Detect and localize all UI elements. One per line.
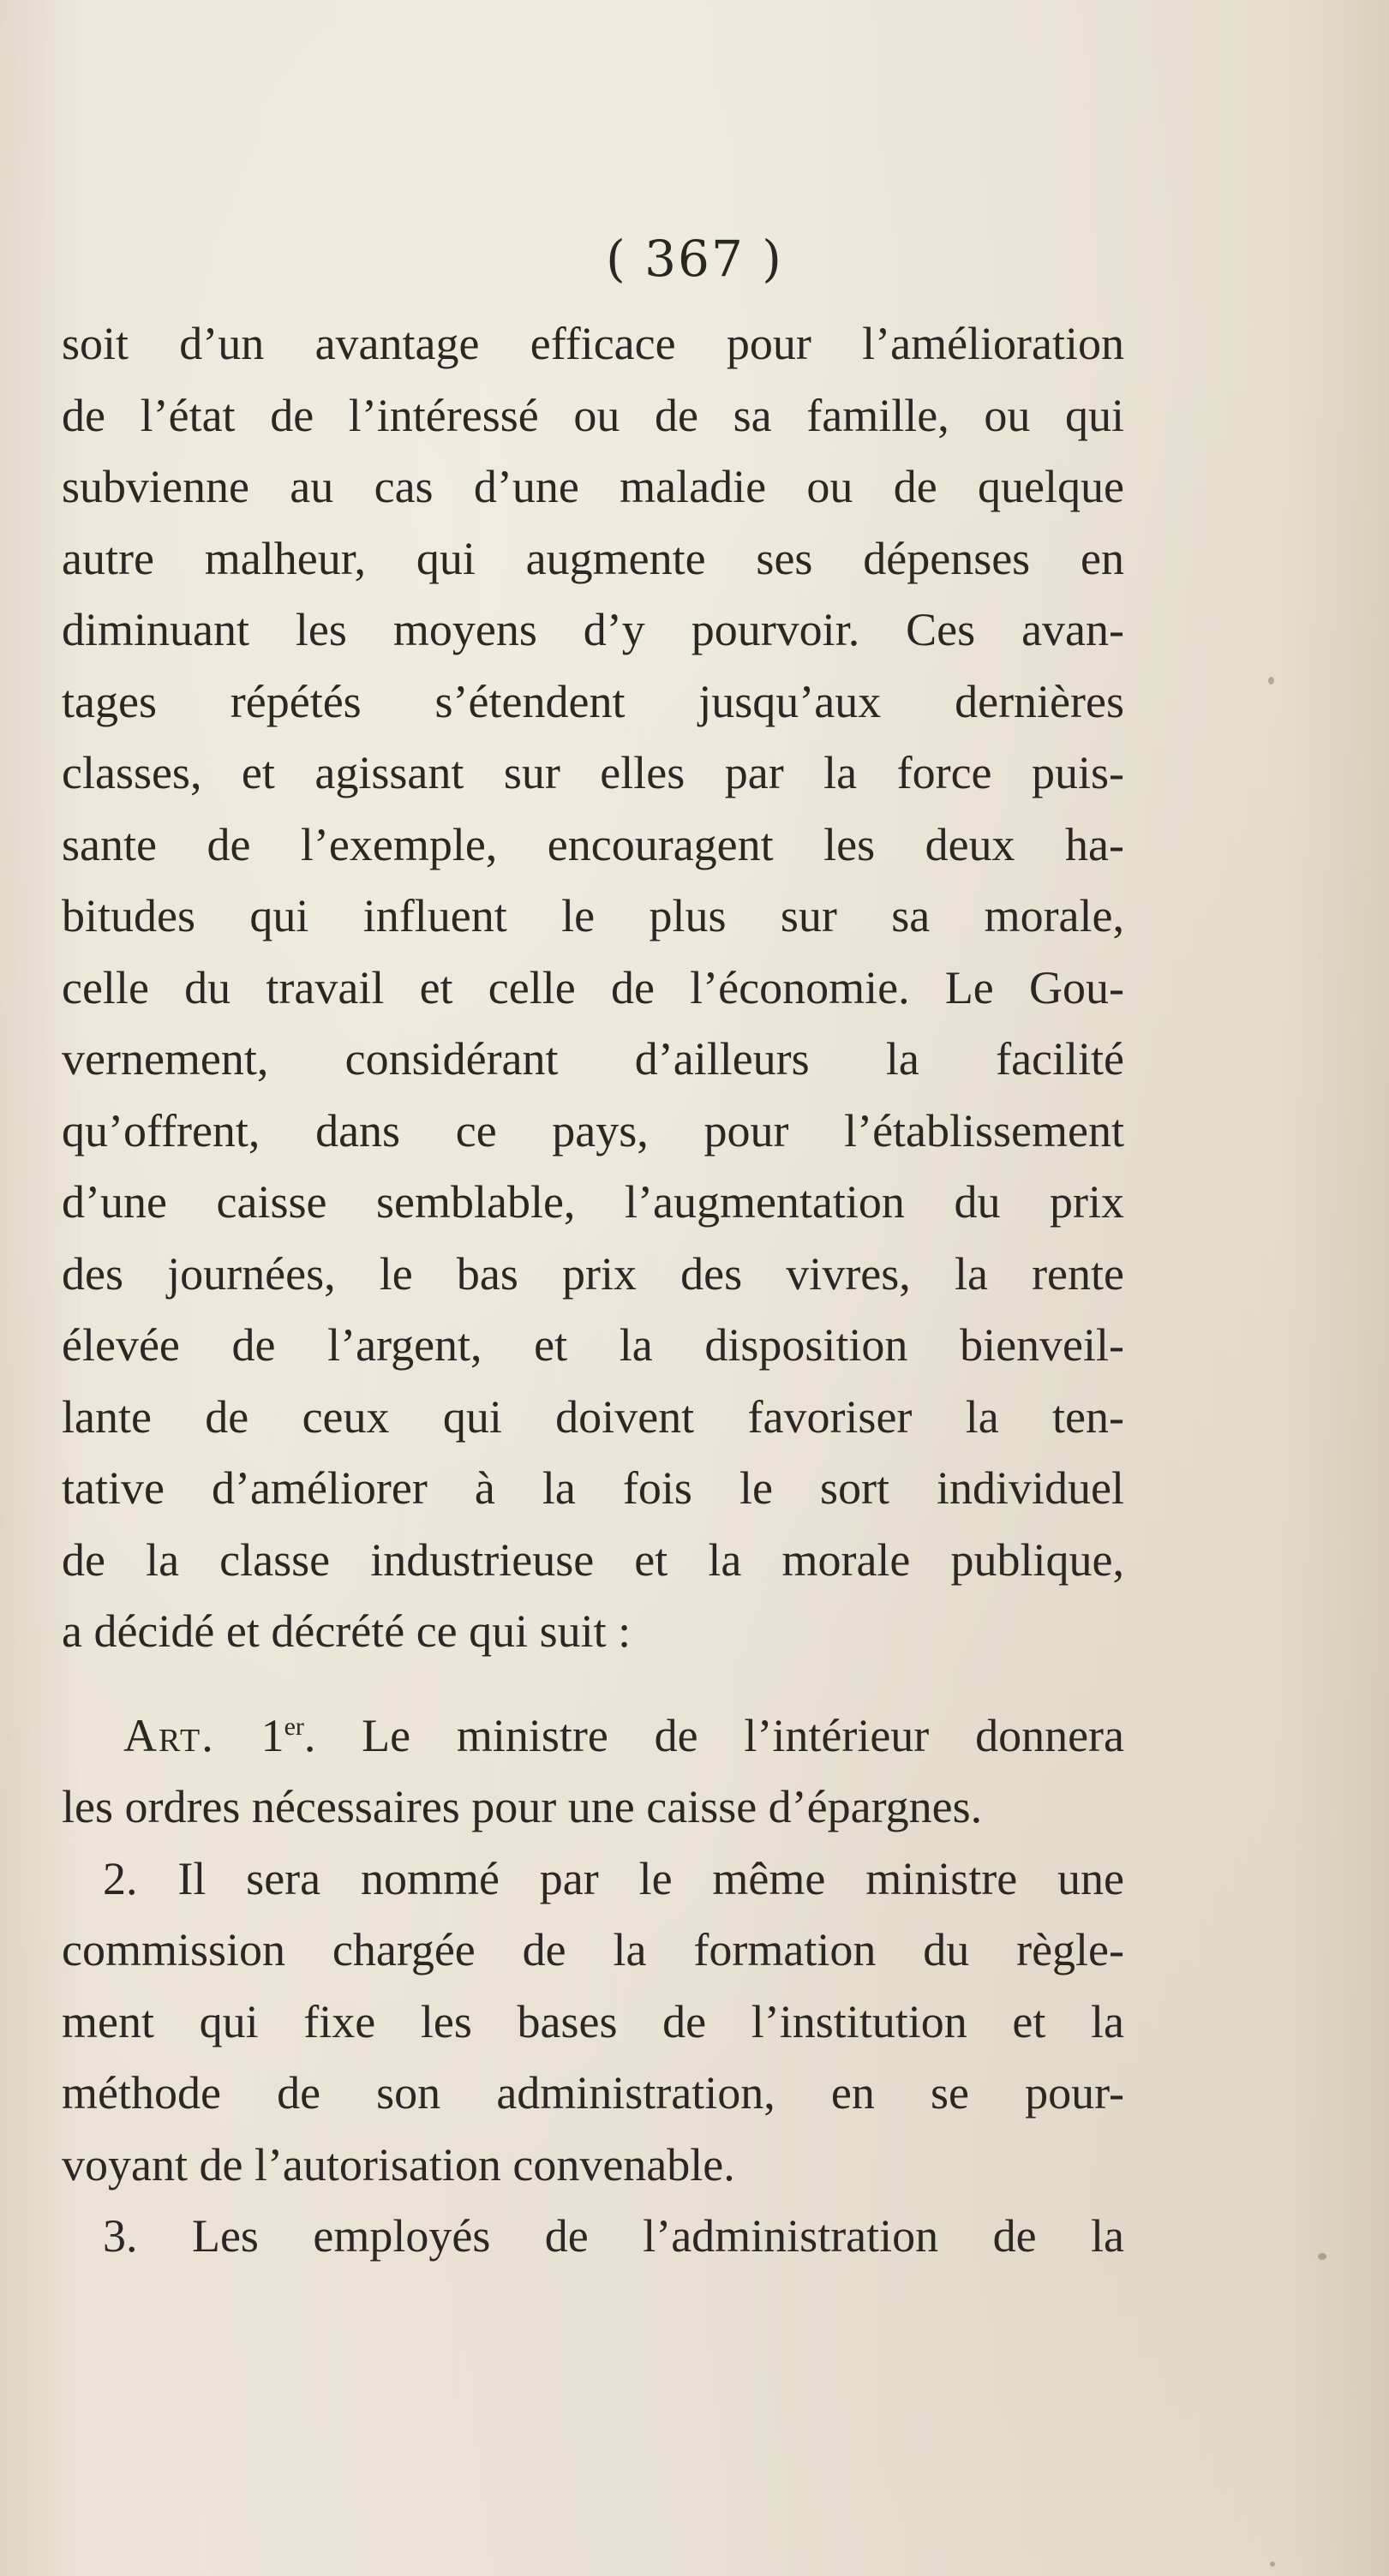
text-line: qu’offrent, dans ce pays, pour l’établissement — [62, 1104, 1124, 1157]
article-1-number: 1 — [260, 1709, 284, 1761]
text-line: de l’état de l’intéressé ou de sa famille, ou qui — [62, 389, 1124, 441]
text-line: classes, et agissant sur elles par la force puis- — [62, 747, 1124, 798]
page-text — [62, 308, 1124, 2273]
article-1-text: . Le ministre de l’intérieur donnera — [303, 1709, 1124, 1761]
text-line: bitudes qui influent le plus sur sa morale, — [62, 890, 1124, 941]
text-line: celle du travail et celle de l’économie. Le Gou- — [62, 961, 1124, 1013]
article-3 — [62, 2201, 1124, 2273]
text-line: soit d’un avantage efficace pour l’amélioration — [62, 318, 1124, 369]
text-line: voyant de l’autorisation convenable. — [62, 2138, 735, 2190]
text-line: ment qui fixe les bases de l’institution et la — [62, 1995, 1124, 2047]
text-line: autre malheur, qui augmente ses dépenses en — [62, 532, 1124, 584]
text-line: des journées, le bas prix des vivres, la rente — [62, 1247, 1124, 1300]
article-1 — [62, 1700, 1124, 1844]
page-number: ( 367 ) — [606, 230, 783, 288]
paper-speck — [1268, 677, 1274, 684]
text-line: a décidé et décrété ce qui suit : — [62, 1605, 632, 1657]
text-line: sante de l’exemple, encouragent les deux ha- — [62, 818, 1124, 870]
paper-speck — [1270, 2561, 1275, 2567]
text-line: 2. Il sera nommé par le même ministre une — [103, 1852, 1124, 1904]
text-line: de la classe industrieuse et la morale publique, — [62, 1533, 1124, 1586]
article-1-first-line — [62, 1700, 1124, 1772]
text-line: subvienne au cas d’une maladie ou de quelque — [62, 461, 1124, 512]
text-line: vernement, considérant d’ailleurs la facilité — [62, 1033, 1124, 1085]
text-line: méthode de son administration, en se pour- — [62, 2067, 1124, 2119]
article-1-number-suffix: er — [284, 1712, 304, 1741]
text-line: d’une caisse semblable, l’augmentation du prix — [62, 1176, 1124, 1228]
article-label: Art. — [123, 1709, 215, 1761]
text-line: lante de ceux qui doivent favoriser la ten- — [62, 1390, 1124, 1443]
paragraph-preamble — [62, 308, 1124, 1668]
text-line: 3. Les employés de l’administration de la — [103, 2210, 1124, 2262]
text-line: tative d’améliorer à la fois le sort individuel — [62, 1462, 1124, 1514]
text-line: diminuant les moyens d’y pourvoir. Ces avan- — [62, 604, 1124, 655]
paragraph-gap — [62, 1668, 1124, 1700]
text-line: commission chargée de la formation du règle- — [62, 1924, 1124, 1975]
text-line: élevée de l’argent, et la disposition bienveil- — [62, 1319, 1124, 1371]
paper-speck — [1318, 2253, 1326, 2260]
text-line: tages répétés s’étendent jusqu’aux dernières — [62, 675, 1124, 727]
text-line: les ordres nécessaires pour une caisse d’épargnes. — [62, 1781, 983, 1832]
article-2 — [62, 1844, 1124, 2202]
